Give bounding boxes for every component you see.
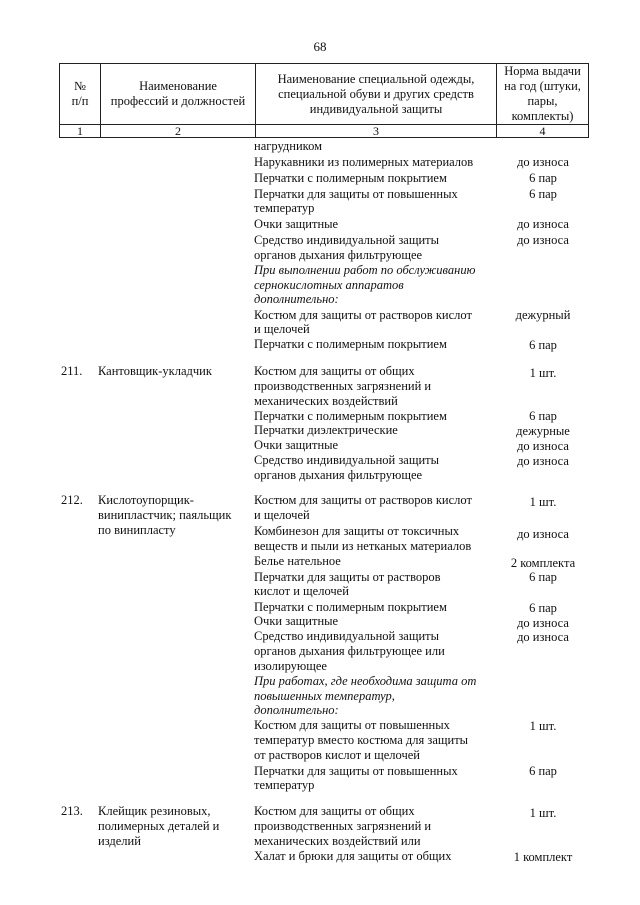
- item-line-italic: сернокислотных аппаратов: [254, 278, 404, 292]
- item-line: органов дыхания фильтрующее: [254, 468, 423, 482]
- row-number: 211.: [61, 364, 83, 378]
- header-num-4: 4: [497, 125, 589, 138]
- item-line: Комбинезон для защиты от токсичных: [254, 524, 460, 538]
- norm-value: 1 шт.: [529, 806, 557, 820]
- norm-value: 6 пар: [529, 187, 557, 201]
- item-line: от растворов кислот и щелочей: [254, 748, 420, 762]
- item-line: Нарукавники из полимерных материалов: [254, 155, 474, 169]
- item-line: температур: [254, 201, 315, 215]
- page-number: 68: [313, 39, 327, 54]
- item-line-italic: При выполнении работ по обслуживанию: [254, 263, 476, 277]
- item-line: веществ и пыли из нетканых материалов: [254, 539, 472, 553]
- item-line: Перчатки для защиты от повышенных: [254, 764, 458, 778]
- item-line: Средство индивидуальной защиты: [254, 233, 440, 247]
- item-line: Очки защитные: [254, 217, 339, 231]
- norm-value: до износа: [517, 630, 569, 644]
- profession-name: Кислотоупорщик- винипластчик; паяльщик по винипласту: [98, 493, 232, 537]
- norm-value: до износа: [517, 155, 569, 169]
- row-number: 213.: [61, 804, 83, 818]
- item-line: механических воздействий: [254, 394, 398, 408]
- item-line-italic: дополнительно:: [254, 292, 339, 306]
- norm-value: до износа: [517, 527, 569, 541]
- header-col-profession: Наименование профессий и должностей: [101, 64, 256, 125]
- header-col-equipment: Наименование специальной одежды, специальной обуви и других средств индивидуальной защиты: [256, 64, 497, 125]
- norm-value: 2 комплекта: [510, 556, 576, 570]
- item-line: изолирующее: [254, 659, 327, 673]
- item-line: производственных загрязнений и: [254, 379, 432, 393]
- item-line: Перчатки с полимерным покрытием: [254, 337, 447, 351]
- item-line: Костюм для защиты от растворов кислот: [254, 493, 472, 507]
- norm-value: до износа: [517, 439, 569, 453]
- norm-value: 1 шт.: [529, 366, 557, 380]
- norm-value: дежурный: [515, 308, 571, 322]
- item-line: Костюм для защиты от повышенных: [254, 718, 450, 732]
- item-line: органов дыхания фильтрующее: [254, 248, 423, 262]
- profession-name: Клейщик резиновых, полимерных деталей и изделий: [98, 804, 220, 848]
- norm-value: до износа: [517, 217, 569, 231]
- item-line: Перчатки для защиты от растворов: [254, 570, 441, 584]
- item-line: Костюм для защиты от общих: [254, 364, 415, 378]
- norm-value: 1 шт.: [529, 719, 557, 733]
- item-line: температур: [254, 778, 315, 792]
- item-line: кислот и щелочей: [254, 584, 349, 598]
- item-line: Перчатки с полимерным покрытием: [254, 409, 447, 423]
- norm-value: 6 пар: [529, 570, 557, 584]
- table-header: [59, 63, 589, 138]
- header-col-number: № п/п: [60, 64, 101, 125]
- item-line-italic: повышенных температур,: [254, 689, 395, 703]
- row-number: 212.: [61, 493, 83, 507]
- item-line: Перчатки с полимерным покрытием: [254, 600, 447, 614]
- norm-value: до износа: [517, 233, 569, 247]
- item-line: Перчатки для защиты от повышенных: [254, 187, 458, 201]
- item-line: Белье нательное: [254, 554, 341, 568]
- item-line: Костюм для защиты от растворов кислот: [254, 308, 472, 322]
- norm-value: 6 пар: [529, 764, 557, 778]
- norm-value: дежурные: [516, 424, 570, 438]
- item-line-italic: При работах, где необходима защита от: [254, 674, 477, 688]
- header-num-2: 2: [101, 125, 256, 138]
- item-line: производственных загрязнений и: [254, 819, 432, 833]
- norm-value: до износа: [517, 454, 569, 468]
- norm-value: до износа: [517, 616, 569, 630]
- norm-value: 6 пар: [529, 338, 557, 352]
- norm-value: 1 комплект: [513, 850, 573, 864]
- item-line: и щелочей: [254, 322, 310, 336]
- item-line: нагрудником: [254, 139, 323, 153]
- item-line: механических воздействий или: [254, 834, 421, 848]
- norm-value: 1 шт.: [529, 495, 557, 509]
- profession-name: Кантовщик-укладчик: [98, 364, 212, 378]
- item-line: органов дыхания фильтрующее или: [254, 644, 445, 658]
- item-line: Перчатки с полимерным покрытием: [254, 171, 447, 185]
- header-col-norm: Норма выдачи на год (штуки, пары, комплекты): [497, 64, 589, 125]
- header-num-3: 3: [256, 125, 497, 138]
- item-line: Костюм для защиты от общих: [254, 804, 415, 818]
- item-line: Перчатки диэлектрические: [254, 423, 398, 437]
- item-line-italic: дополнительно:: [254, 703, 339, 717]
- norm-value: 6 пар: [529, 409, 557, 423]
- norm-value: 6 пар: [529, 601, 557, 615]
- item-line: и щелочей: [254, 508, 310, 522]
- item-line: Средство индивидуальной защиты: [254, 629, 440, 643]
- item-line: Средство индивидуальной защиты: [254, 453, 440, 467]
- header-num-1: 1: [60, 125, 101, 138]
- item-line: температур вместо костюма для защиты: [254, 733, 469, 747]
- item-line: Очки защитные: [254, 438, 339, 452]
- norm-value: 6 пар: [529, 171, 557, 185]
- item-line: Халат и брюки для защиты от общих: [254, 849, 452, 863]
- item-line: Очки защитные: [254, 614, 339, 628]
